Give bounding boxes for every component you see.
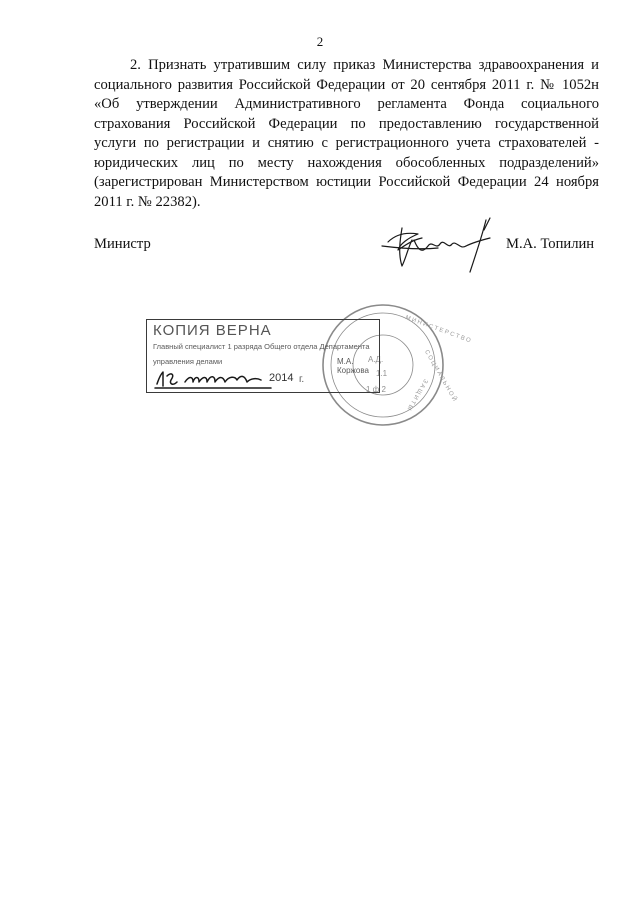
paragraph-line: (зарегистрирован Министерством юстиции Российской Федерации 24 ноября [94, 174, 599, 190]
svg-text:1.1: 1.1 [376, 369, 388, 378]
paragraph-line: социального развития Российской Федерации от 20 сентября 2011 г. № 1052н [94, 76, 599, 93]
minister-title: Министр [94, 236, 151, 252]
stamp-area [140, 300, 472, 450]
page-number: 2 [316, 34, 324, 49]
svg-text:М И Н И С Т Е Р С Т В О: М И Н И С Т Е Р С Т В О [404, 315, 472, 345]
paragraph-line: юридических лиц по месту нахождения обособленных подразделений» [94, 154, 599, 171]
stamp-year: 2014 [269, 372, 294, 384]
paragraph-line: страхования Российской Федерации по предоставлению государственной [94, 115, 599, 132]
stamp-department-line: управления делами [153, 357, 223, 366]
stamp-position-line: Главный специалист 1 разряда Общего отдела Департамента [153, 342, 370, 351]
stamp-signer: М.А. Коржова [337, 357, 369, 375]
stamp-title: КОПИЯ ВЕРНА [153, 322, 272, 339]
handwritten-date [153, 368, 373, 390]
paragraph-line: 2. Признать утратившим силу приказ Министерства здравоохранения и [130, 57, 599, 73]
svg-text:С О Ц И А Л Ь Н О Й: С О Ц И А Л Ь Н О Й [423, 349, 458, 403]
svg-text:1 ф 2: 1 ф 2 [366, 385, 386, 394]
stamp-year-suffix: г. [299, 374, 305, 385]
paragraph-line: «Об утверждении Административного регламента Фонда социального [94, 96, 599, 112]
copy-certified-stamp [146, 319, 380, 393]
minister-name: М.А. Топилин [506, 236, 595, 252]
paragraph-line: 2011 г. № 22382). [94, 193, 201, 210]
handwritten-signature [378, 210, 518, 280]
paragraph-item-2 [94, 56, 599, 212]
svg-text:А.Д.: А.Д. [368, 355, 384, 364]
svg-text:З А Щ И Т Ы: З А Щ И Т Ы [405, 377, 429, 411]
paragraph-line: услуги по регистрации и снятию с регистрационного учета страхователей - [94, 135, 599, 151]
